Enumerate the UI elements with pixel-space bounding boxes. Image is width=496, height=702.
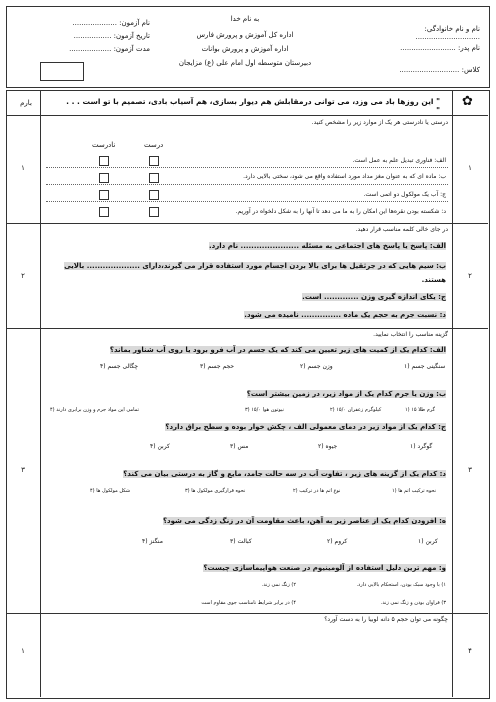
q1d-false-checkbox[interactable] <box>99 207 109 217</box>
q1-item-b: ب: ماده ای که به عنوان مغز مداد مورد استفاده واقع می شود، سختی بالایی دارد. <box>243 173 446 180</box>
q3-c-opt1[interactable]: ۱) گوگرد <box>410 443 433 450</box>
q3-b-opt2[interactable]: ۲) ۱۵/۰ کیلوگرم زعفران <box>330 407 382 413</box>
q3-c-opt3[interactable]: ۳) مس <box>230 443 249 450</box>
q3-number: ۳ <box>468 466 472 474</box>
q3-d-opt1[interactable]: ۱) نحوه ترکیب اتم ها <box>392 488 437 494</box>
q4-instruction: چگونه می توان حجم ۵ دانه لوبیا را به دست آورد؟ <box>324 616 448 623</box>
q3-f-opt2[interactable]: ۲) زنگ نمی زند. <box>261 582 296 588</box>
school-name: دبیرستان متوسطه اول امام علی (ع) مزایجان <box>178 59 312 67</box>
q2-item-d-text: د: نسبت جرم به حجم یک ماده ............... نامیده می شود. <box>244 311 446 319</box>
q3-c-opt4[interactable]: ۴) کربن <box>150 443 170 450</box>
basmala: به نام خدا <box>230 15 260 23</box>
q3-score: ۳ <box>21 466 25 474</box>
q2-item-a <box>60 242 446 250</box>
student-name-field[interactable]: نام و نام خانوادگی: ............................. <box>415 25 480 41</box>
q3-b-text: ب: وزن یا جرم کدام یک از مواد زیر، در زمین بیشتر است؟ <box>246 390 446 398</box>
q3-f-question <box>46 564 446 572</box>
q2-instruction: در جای خالی کلمه مناسب قرار دهید. <box>355 226 448 233</box>
q1-item-c: ج: آب یک مولکول دو اتمی است. <box>363 191 446 198</box>
exam-date-field[interactable]: تاریخ آزمون: ................. <box>73 32 150 40</box>
score-header: بارم <box>20 99 32 107</box>
q3-a-question <box>46 346 446 354</box>
motto-quote: " این روزها باد می وزد، می توانی درمقابلش هم دیوار بسازی، هم آسیاب بادی، تصمیم با تو است . . . " <box>66 97 440 115</box>
q3-d-question <box>46 470 446 478</box>
q1-instruction: درستی یا نادرستی هر یک از موارد زیر را مشخص کنید. <box>311 119 448 126</box>
q2-item-a-text: الف: پاسخ یا پاسخ های اجتماعی به مسئله ...................... نام دارد. <box>209 242 446 250</box>
q3-b-question <box>46 390 446 398</box>
q1a-false-checkbox[interactable] <box>99 156 109 166</box>
org-title-2: اداره آموزش و پرورش بوانات <box>201 45 289 53</box>
q1-item-d: د: شکسته بودن نقره‌ها این امکان را به ما می دهد تا آنها را به شکل دلخواه در آوریم. <box>235 208 446 215</box>
q3-b-opt3[interactable]: ۳) ۱۵/۰ نیوتون هوا <box>245 407 284 413</box>
q2-item-d <box>60 311 446 319</box>
q3-a-opt3[interactable]: ۳) حجم جسم <box>200 363 235 370</box>
exam-name-field[interactable]: نام آزمون: .................... <box>72 19 150 27</box>
q3-e-question <box>46 517 446 525</box>
q3-a-opt4[interactable]: ۴) چگالی جسم <box>100 363 139 370</box>
q1-score: ۱ <box>21 164 25 172</box>
number-column-divider <box>452 90 453 697</box>
q3-e-text: ه: افزودن کدام یک از عناصر زیر به آهن، باعث مقاومت آن در زنگ زدگی می شود؟ <box>162 517 446 525</box>
q3-f-opt1[interactable]: ۱) با وجود سبک بودن، استحکام بالایی دارد. <box>356 582 446 588</box>
q3-c-question <box>46 423 446 431</box>
q3-e-opt1[interactable]: ۱) کربن <box>418 538 438 545</box>
q2-number: ۲ <box>468 272 472 280</box>
q1-number: ۱ <box>468 164 472 172</box>
q1-col-true: درست <box>144 141 164 149</box>
dotted-divider <box>46 167 448 168</box>
q3-a-text: الف: کدام یک از کمیت های زیر تعیین می کند که یک جسم در آب فرو برود یا روی آب شناور بماند؟ <box>109 346 446 354</box>
q3-a-opt1[interactable]: ۱) سنگینی جسم <box>404 363 446 370</box>
father-name-field[interactable]: نام پدر: ......................... <box>400 44 480 52</box>
q3-f-opt3[interactable]: ۳) فراوان بودن و زنگ نمی زند. <box>380 600 446 606</box>
q3-d-text: د: کدام یک از گزینه های زیر ، تفاوت آب در سه حالت جامد، مایع و گاز به درستی بیان می کند؟ <box>123 470 446 478</box>
q1b-false-checkbox[interactable] <box>99 173 109 183</box>
q4-number: ۴ <box>468 647 472 655</box>
q3-c-opt2[interactable]: ۲) جیوه <box>318 443 338 450</box>
q4-score: ۱ <box>21 647 25 655</box>
dotted-divider <box>46 201 448 202</box>
q3-f-text: و: مهم ترین دلیل استفاده از آلومینیوم در صنعت هواپیماسازی چیست؟ <box>203 564 446 572</box>
q4-answer-area[interactable] <box>46 628 448 692</box>
q3-f-opt4[interactable]: ۴) در برابر شرایط نامناسب جوی مقاوم است <box>201 600 296 606</box>
q3-c-text: ج: کدام یک از مواد زیر در دمای معمولی الف ، چکش خوار بوده و سطح براق دارد؟ <box>165 423 446 431</box>
q1c-false-checkbox[interactable] <box>99 190 109 200</box>
q1-item-a: الف: فناوری تبدیل علم به عمل است. <box>352 157 446 164</box>
class-field[interactable]: کلاس: ........................... <box>399 66 480 74</box>
q2-item-c-text: ج: یکای اندازه گیری وزن ............. است. <box>302 293 446 301</box>
q3-e-opt2[interactable]: ۲) کروم <box>327 538 348 545</box>
q1b-true-checkbox[interactable] <box>149 173 159 183</box>
q3-d-opt4[interactable]: ۴) شکل مولکول ها <box>90 488 131 494</box>
row-divider <box>6 613 488 614</box>
q1c-true-checkbox[interactable] <box>149 190 159 200</box>
org-title-1: اداره کل آموزش و پرورش فارس <box>196 31 294 39</box>
q1a-true-checkbox[interactable] <box>149 156 159 166</box>
q3-b-opt4[interactable]: ۴) تمامی این مواد جرم و وزن برابری دارند <box>50 407 139 413</box>
row-divider <box>6 223 488 224</box>
q3-d-opt3[interactable]: ۳) نحوه قرارگیری مولکول ها <box>185 488 246 494</box>
score-box[interactable] <box>40 62 84 81</box>
dotted-divider <box>46 184 448 185</box>
q3-instruction: گزینه مناسب را انتخاب نمایید. <box>373 331 448 338</box>
q1-col-false: نادرست <box>92 141 116 149</box>
q3-b-opt1[interactable]: ۱) ۱۵ گرم طلا <box>405 407 435 413</box>
q3-e-opt3[interactable]: ۳) کبالت <box>230 538 252 545</box>
row-divider <box>6 115 488 116</box>
q2-item-b <box>60 262 446 270</box>
q2-item-b-text: ب: سیم هایی که در جرثقیل ها برای بالا بردن اجسام مورد استفاده قرار می گیرند،دارای .................... بالایی <box>64 262 446 270</box>
q3-d-opt2[interactable]: ۲) نوع اتم ها در ترکیب <box>293 488 341 494</box>
row-divider <box>6 328 488 329</box>
logo-icon: ✿ <box>462 94 473 109</box>
q2-item-c <box>60 293 446 301</box>
q2-score: ۲ <box>21 272 25 280</box>
q1d-true-checkbox[interactable] <box>149 207 159 217</box>
q3-a-opt2[interactable]: ۲) وزن جسم <box>300 363 333 370</box>
exam-time-field[interactable]: مدت آزمون: ................... <box>69 45 150 53</box>
q2-item-b-cont: هستند. <box>421 276 446 284</box>
score-column-divider <box>40 90 41 697</box>
q3-e-opt4[interactable]: ۴) منگنز <box>142 538 163 545</box>
